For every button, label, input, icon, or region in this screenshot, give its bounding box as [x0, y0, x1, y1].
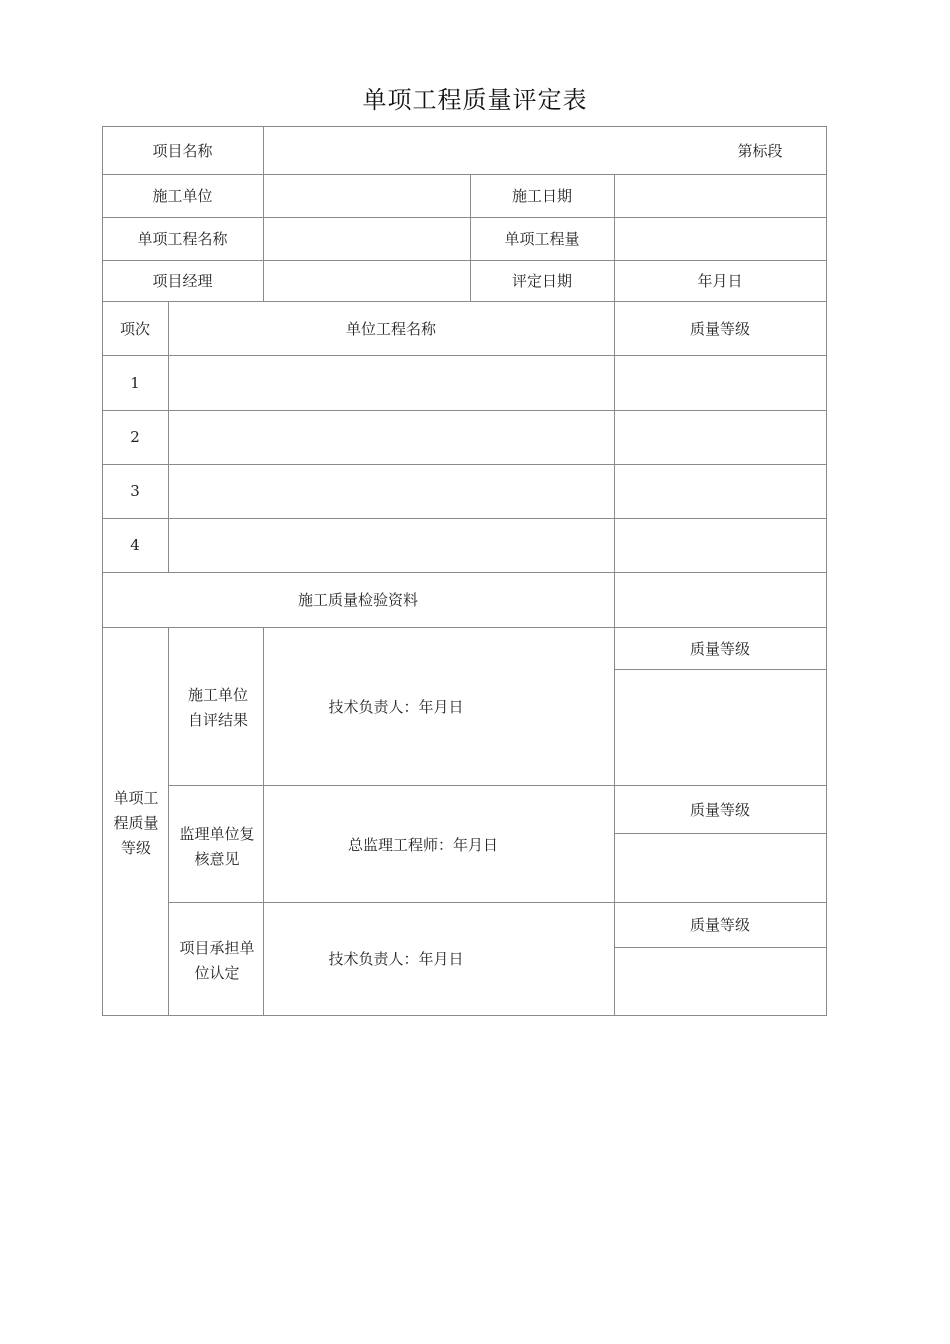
single-project-grade-label: 单项工程质量等级 [113, 789, 159, 857]
supervision-review-label: 监理单位复核意见 [179, 825, 255, 868]
table-rule [102, 217, 827, 218]
document-title: 单项工程质量评定表 [362, 86, 588, 114]
construction-unit-label: 施工单位 [152, 187, 213, 205]
self-evaluation-signature: 技术负责人：年月日 [328, 698, 464, 716]
project-unit-approval-grade-label: 质量等级 [689, 916, 750, 934]
project-unit-approval-label: 项目承担单位认定 [179, 939, 255, 982]
section-label: 第标段 [737, 142, 783, 160]
supervision-review-grade-label: 质量等级 [689, 801, 750, 819]
single-project-name-label: 单项工程名称 [137, 230, 228, 248]
table-row-index: 2 [130, 428, 140, 446]
table-border-top [102, 126, 827, 127]
table-rule [102, 260, 827, 261]
construction-date-label: 施工日期 [511, 187, 572, 205]
table-rule [102, 627, 827, 628]
table-rule [263, 126, 264, 302]
inspection-data-label: 施工质量检验资料 [297, 591, 418, 609]
table-rule [102, 174, 827, 175]
table-rule [614, 947, 827, 948]
table-rule [614, 669, 827, 670]
table-border-left [102, 126, 103, 1016]
table-border-bottom [102, 1015, 827, 1016]
project-name-label: 项目名称 [152, 142, 213, 160]
evaluation-date-label: 评定日期 [511, 272, 572, 290]
project-unit-approval-signature: 技术负责人：年月日 [328, 950, 464, 968]
self-evaluation-grade-label: 质量等级 [689, 640, 750, 658]
table-rule [102, 464, 827, 465]
table-rule [102, 355, 827, 356]
supervision-review-signature: 总监理工程师：年月日 [347, 836, 498, 854]
project-manager-label: 项目经理 [152, 272, 213, 290]
table-rule [102, 410, 827, 411]
table-row-index: 1 [130, 374, 140, 392]
table-rule [168, 902, 827, 903]
table-rule [168, 785, 827, 786]
self-evaluation-label: 施工单位自评结果 [187, 686, 248, 729]
column-header-grade: 质量等级 [689, 320, 750, 338]
column-header-index: 项次 [119, 320, 150, 338]
table-rule [614, 833, 827, 834]
table-rule [102, 572, 827, 573]
column-header-unit-name: 单位工程名称 [345, 320, 436, 338]
table-row-index: 4 [130, 536, 140, 554]
table-row-index: 3 [130, 482, 140, 500]
table-border-right [826, 126, 827, 1016]
single-project-quantity-label: 单项工程量 [504, 230, 580, 248]
evaluation-date-value: 年月日 [697, 272, 743, 290]
table-rule [102, 301, 827, 302]
table-rule [102, 518, 827, 519]
table-rule [168, 627, 169, 1016]
